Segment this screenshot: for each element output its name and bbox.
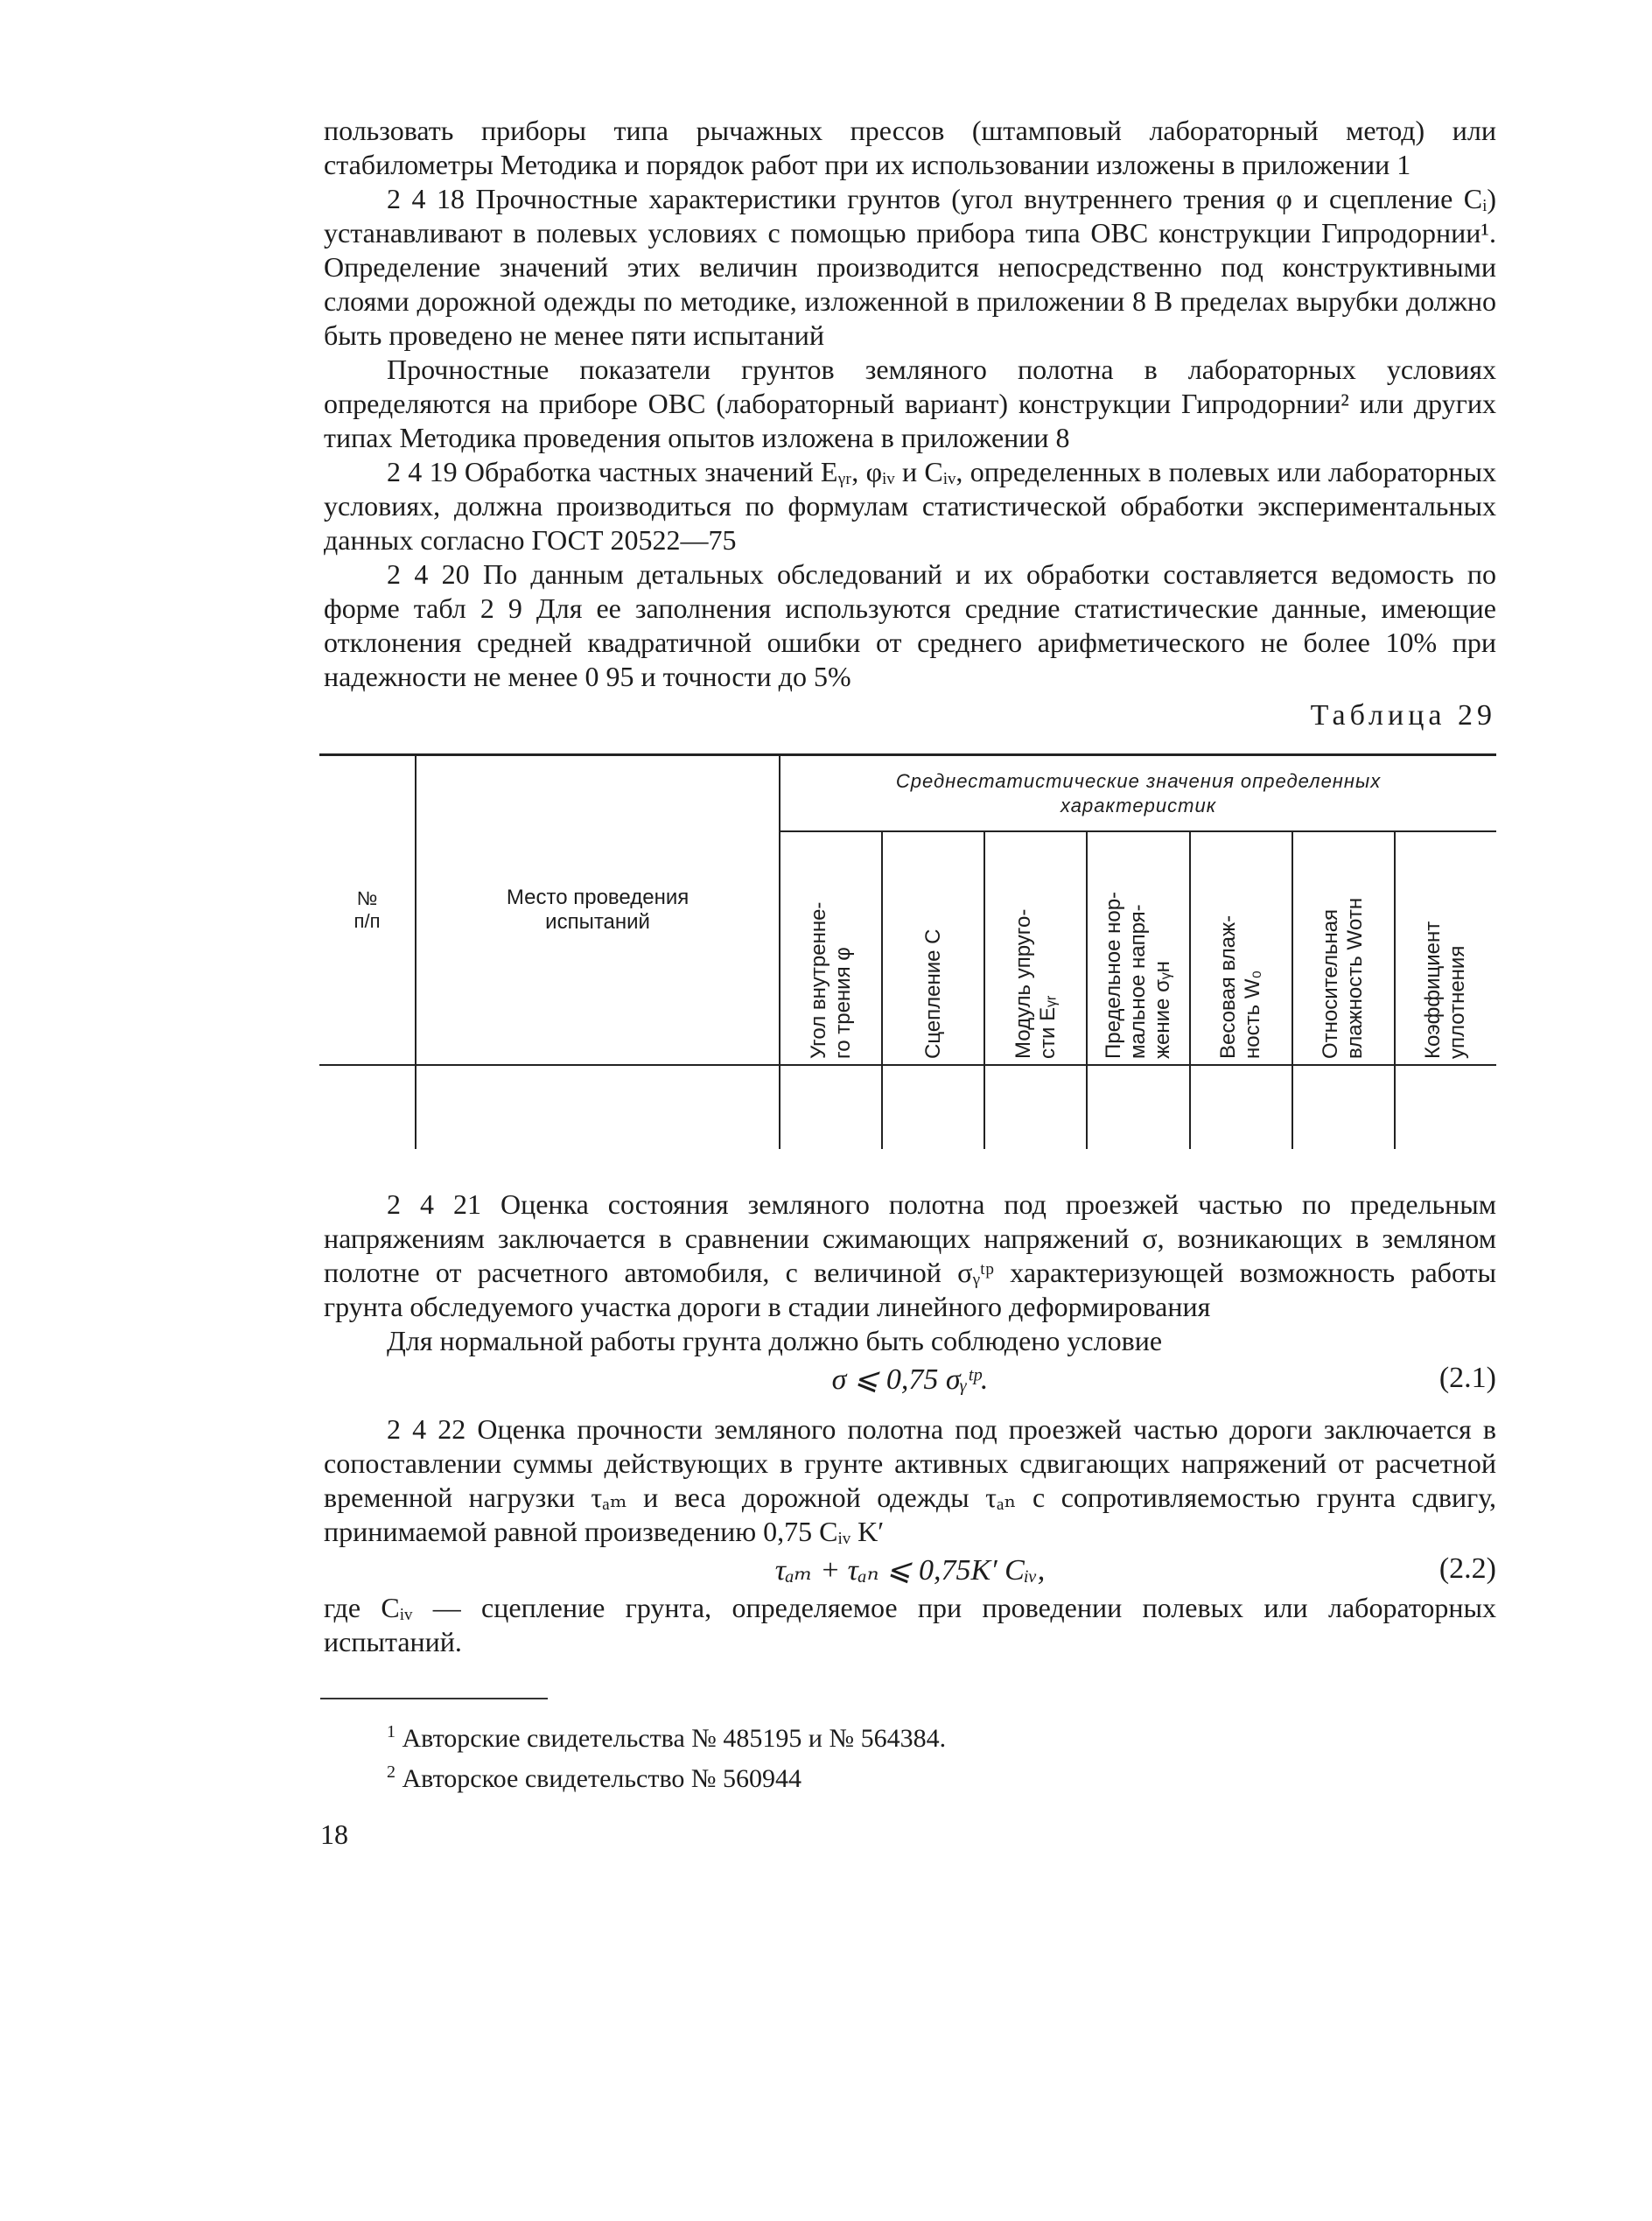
formula-2-1	[324, 1358, 1496, 1400]
col-number-header: № п/п	[319, 755, 416, 1066]
table-caption: Таблица 29	[1310, 699, 1496, 732]
paragraph-lab-strength: Прочностные показатели грунтов земляного полотна в лабораторных условиях определяются на приборе ОВС (лабораторный вариант) конструкции Гипродорнии² или других типах Методика проведения опытов изложена в приложении 8	[324, 354, 1496, 453]
footnote-1-mark: 1	[387, 1722, 396, 1741]
subheader-relative-moisture: Относительная влажность Wотн	[1292, 831, 1395, 1065]
paragraph-2-4-22: 2 4 22 Оценка прочности земляного полотна под проезжей частью дороги заключается в сопоставлении суммы действующих в грунте активных сдвигающих напряжений от расчетной временной нагрузки τₐₘ и веса дорожной одежды τₐₙ с сопротивляемостью грунта сдвигу, принимаемой равной произведению 0,75 Cᵢᵥ K′	[324, 1413, 1496, 1547]
formula-2-1-number: (2.1)	[1438, 1362, 1496, 1394]
footnote-2	[324, 1755, 1496, 1796]
formula-2-2	[324, 1549, 1496, 1591]
subheader-cohesion: Сцепление C	[882, 831, 984, 1065]
group-header: Среднестатистические значения определенных характеристик	[780, 755, 1496, 832]
paragraph-2-4-18: 2 4 18 Прочностные характеристики грунтов (угол внутреннего трения φ и сцепление Cᵢ) устанавливают в полевых условиях с помощью прибора типа ОВС конструкции Гипродорнии¹. Определение значений этих величин производится непосредственно под конструктивными слоями дорожной одежды по методике, изложенной в приложении 8 В пределах вырубки должно быть проведено не менее пяти испытаний	[324, 183, 1496, 351]
paragraph-2-4-19: 2 4 19 Обработка частных значений Eᵧᵣ, φᵢᵥ и Cᵢᵥ, определенных в полевых или лабораторных условиях, должна производиться по формулам статистической обработки экспериментальных данных согласно ГОСТ 20522—75	[324, 456, 1496, 556]
subheader-compaction: Коэффициент уплотнения	[1395, 831, 1496, 1065]
subheader-limit-stress: Предельное нор- мальное напря- жение σᵧн	[1087, 831, 1189, 1065]
paragraph-2-4-20: 2 4 20 По данным детальных обследований и их обработки составляется ведомость по форме табл 2 9 Для ее заполнения используются средние статистические данные, имеющие отклонения средней квадратичной ошибки от среднего арифметического не более 10% при надежности не менее 0 95 и точности до 5%	[324, 558, 1496, 692]
footnote-1-text: Авторские свидетельства № 485195 и № 564384.	[402, 1724, 947, 1753]
paragraph-condition: Для нормальной работы грунта должно быть соблюдено условие	[387, 1325, 1163, 1356]
table-29	[319, 753, 1496, 1149]
footnote-2-mark: 2	[387, 1762, 396, 1782]
footnote-divider	[320, 1698, 548, 1699]
paragraph-intro: пользовать приборы типа рычажных прессов (штамповый лабораторный метод) или стабилометры Методика и порядок работ при их использовании изложены в приложении 1	[324, 115, 1496, 180]
where-line: где Cᵢᵥ — сцепление грунта, определяемое при проведении полевых или лабораторных испытаний.	[324, 1592, 1496, 1657]
col-place-header: Место проведения испытаний	[416, 755, 780, 1066]
subheader-elastic-modulus: Модуль упруго- сти Eᵧᵣ	[984, 831, 1087, 1065]
formula-2-1-text: σ ⩽ 0,75 σᵧᵗᵖ.	[831, 1363, 989, 1396]
table-row	[319, 1065, 1496, 1149]
paragraph-2-4-21: 2 4 21 Оценка состояния земляного полотна под проезжей частью по предельным напряжениям заключается в сравнении сжимающих напряжений σ, возникающих в земляном полотне от расчетного автомобиля, с величиной σᵧᵗᵖ характеризующей возможность работы грунта обследуемого участка дороги в стадии линейного деформирования	[324, 1188, 1496, 1322]
page-body	[320, 114, 1496, 1851]
footnote-2-text: Авторское свидетельство № 560944	[402, 1764, 802, 1793]
page-number: 18	[320, 1818, 348, 1850]
subheader-weight-moisture: Весовая влаж- ность W₀	[1190, 831, 1292, 1065]
footnote-1	[324, 1715, 1496, 1755]
formula-2-2-text: τₐₘ + τₐₙ ⩽ 0,75K′ Cᵢᵥ,	[774, 1554, 1046, 1587]
subheader-friction-angle: Угол внутренне- го трения φ	[780, 831, 882, 1065]
formula-2-2-number: (2.2)	[1438, 1552, 1496, 1585]
